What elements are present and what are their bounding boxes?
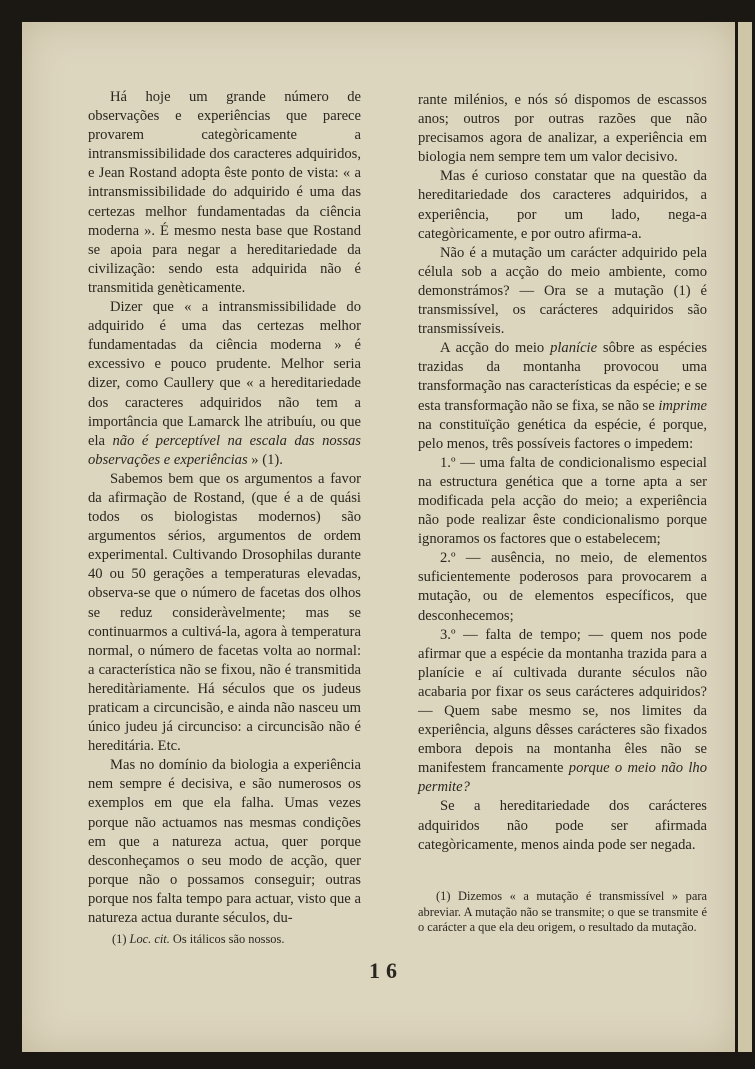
left-footnote xyxy=(112,931,362,947)
left-paragraph-2-italic: não é perceptível na escala das nossas observações e experiências xyxy=(88,432,361,468)
right-paragraph-7-text: 3.º — falta de tempo; — quem nos pode afirmar que a espécie da montanha trazida para a planície e aí cultivada durante séculos não acabaria por fixar os seus carácteres adquiridos? — Quem sabe mesmo se, nos limites da experiência, alguns dêsses carácteres são fixados embora depois na montanha êles não se manifestem francamente xyxy=(418,626,707,777)
left-paragraph-2 xyxy=(88,298,361,470)
right-paragraph-4 xyxy=(418,339,707,454)
right-paragraph-1: rante milénios, e nós só dispomos de escassos anos; outros por outras razões que não precisamos agora de analizar, a experiência em biologia nem sempre tem um valor decisivo. xyxy=(418,92,707,166)
left-paragraph-2-text: Dizer que « a intransmissibilidade do adquirido é uma das certezas melhor fundamentadas da ciência moderna » é excessivo e pouco prudente. Melhor seria dizer, como Caullery que « a hereditariedade dos caracteres adquiridos não tem a importância que Lamarck lhe atribuíu, ou que ela xyxy=(88,299,361,449)
right-paragraph-8: Se a hereditariedade dos carácteres adquiridos não pode ser afirmada categòricamente, menos ainda pode ser negada. xyxy=(418,798,707,853)
left-paragraph-2-end: » (1). xyxy=(247,451,283,468)
right-paragraph-4-a: A acção do meio xyxy=(440,340,551,357)
right-paragraph-6: 2.º — ausência, no meio, de elementos suficientemente poderosos para provocarem a mutação, ou de elementos específicos, que desconhecemos; xyxy=(418,550,707,624)
right-text-column xyxy=(418,91,707,855)
right-footnote-text: (1) Dizemos « a mutação é transmissível » para abreviar. A mutação não se transmite; o que se transmite é o carácter a que ela deu origem, o resultado da mutação. xyxy=(418,889,707,935)
right-paragraph-4-italic-1: planície xyxy=(550,340,598,357)
left-footnote-text: Os itálicos são nossos. xyxy=(169,932,285,946)
right-paragraph-3: Não é a mutação um carácter adquirido pela célula sob a acção do meio ambiente, como demonstrámos? — Ora se a mutação (1) é transmissível, os carácteres adquiridos são transmissíveis. xyxy=(418,244,707,338)
right-paragraph-4-b: sôbre as espécies trazidas da montanha provocou uma transformação nas características da espécie; e se esta transformação não se fixa, se não se xyxy=(418,340,707,414)
next-page-edge xyxy=(738,22,752,1052)
right-paragraph-7-italic: porque o meio não lho permite? xyxy=(418,760,708,796)
right-paragraph-2: Mas é curioso constatar que na questão da hereditariedade dos caracteres adquiridos, a experiência, por um lado, nega-a categòricamente, e por outro afirma-a. xyxy=(418,168,707,242)
right-footnote xyxy=(418,889,707,936)
left-paragraph-1: Há hoje um grande número de observações e experiências que parece provarem categòricamente a intransmissibilidade dos caracteres adquiridos, e Jean Rostand adopta êste ponto de vista: « a intransmissibilidade do adquirido é uma das certezas melhor fundamentadas da ciência moderna ». É mesmo nesta base que Rostand se apoia para negar a hereditariedade da civilização: sendo esta adquirida não é transmitida genèticamente. xyxy=(88,89,361,296)
right-paragraph-4-c: na constituïção genética da espécie, é porque, pelo menos, três possíveis factores o impedem: xyxy=(418,416,707,452)
page-number: 16 xyxy=(369,958,403,983)
right-paragraph-5: 1.º — uma falta de condicionalismo especial na estructura genética que a torne apta a ser modificada pela acção do meio; a experiência não pode realizar êste condicionalismo porque ignoramos os factores que o estabelecem; xyxy=(418,454,707,548)
right-paragraph-4-italic-2: imprime xyxy=(658,397,707,414)
right-paragraph-7 xyxy=(418,626,707,798)
left-paragraph-4: Mas no domínio da biologia a experiência nem sempre é decisiva, e são numerosos os exemplos em que ela falha. Umas vezes porque não actuamos nas mesmas condições em que a natureza actua, quer porque desconheçamos o seu modo de acção, quer porque não o possamos conseguir; outras porque nos falta tempo para actuar, visto que a natureza actua durante séculos, du- xyxy=(88,757,361,927)
left-footnote-marker: (1) xyxy=(112,932,130,946)
left-footnote-italic: Loc. cit. xyxy=(129,932,170,946)
left-text-column xyxy=(88,88,361,928)
left-paragraph-3: Sabemos bem que os argumentos a favor da afirmação de Rostand, (que é a de quási todos os biologistas modernos) são argumentos sérios, argumentos de ordem experimental. Cultivando Drosophilas durante 40 ou 50 gerações a temperaturas elevadas, observa-se que o número de facetas dos olhos se reduz consideràvelmente; mas se continuarmos a cultivá-la, agora à temperatura normal, o número de facetas volta ao normal: a característica não se fixou, não é transmitida hereditàriamente. Há séculos que os judeus praticam a circuncisão, e ainda não nasceu um único judeu já circunciso: a circuncisão não é hereditária. Etc. xyxy=(88,470,361,755)
